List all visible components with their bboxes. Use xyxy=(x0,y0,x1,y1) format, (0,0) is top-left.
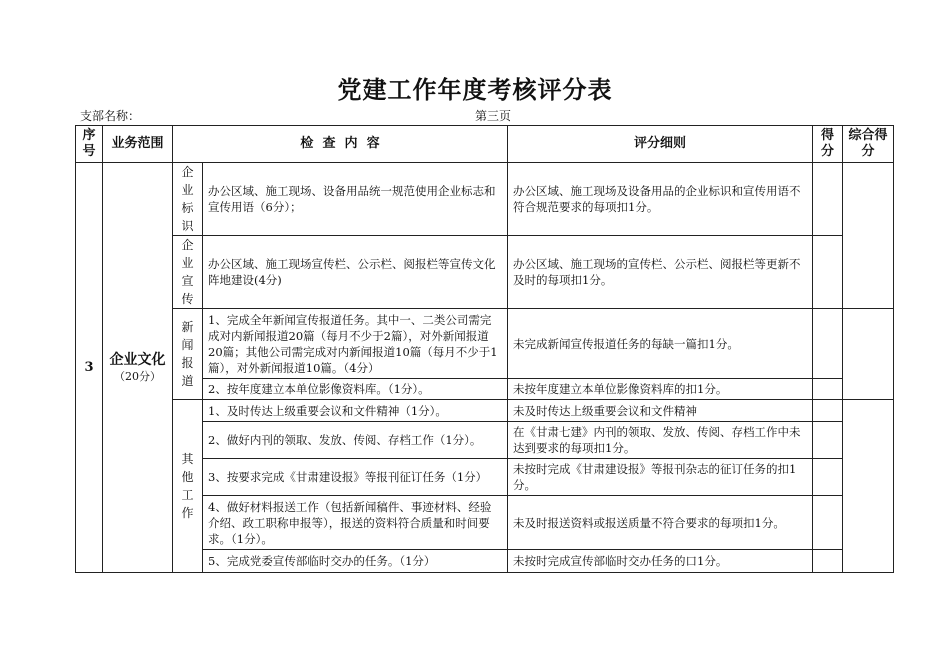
group-label-logo: 企 业 标 识 xyxy=(173,163,203,236)
total-cell[interactable] xyxy=(843,163,894,309)
content-cell: 办公区域、施工现场宣传栏、公示栏、阅报栏等宣传文化阵地建设(4分) xyxy=(203,236,508,309)
content-cell: 1、及时传达上级重要会议和文件精神（1分）。 xyxy=(203,400,508,422)
group-label-news: 新 闻 报 道 xyxy=(173,309,203,400)
score-cell[interactable] xyxy=(813,550,843,573)
branch-name-label: 支部名称： xyxy=(80,109,141,123)
rule-cell: 未及时传达上级重要会议和文件精神 xyxy=(508,400,813,422)
scoring-table xyxy=(75,125,894,573)
table-row xyxy=(76,400,894,422)
page-number-label: 第三页 xyxy=(475,109,512,123)
group-label-other: 其 他 工 作 xyxy=(173,400,203,573)
header-row xyxy=(76,126,894,163)
table-row xyxy=(76,309,894,379)
content-cell: 5、完成党委宣传部临时交办的任务。（1分） xyxy=(203,550,508,573)
header-score: 得分 xyxy=(813,126,843,163)
category-points: （20分） xyxy=(114,369,161,383)
rule-cell: 未按时完成《甘肃建设报》等报刊杂志的征订任务的扣1分。 xyxy=(508,459,813,496)
score-cell[interactable] xyxy=(813,400,843,422)
rule-cell: 未完成新闻宣传报道任务的每缺一篇扣1分。 xyxy=(508,309,813,379)
content-cell: 2、做好内刊的领取、发放、传阅、存档工作（1分）。 xyxy=(203,422,508,459)
header-seq: 序号 xyxy=(76,126,103,163)
rule-cell: 未及时报送资料或报送质量不符合要求的每项扣1分。 xyxy=(508,496,813,550)
table-row xyxy=(76,236,894,309)
rule-cell: 未按年度建立本单位影像资料库的扣1分。 xyxy=(508,379,813,400)
section-seq: 3 xyxy=(76,163,103,573)
table-row xyxy=(76,163,894,236)
content-cell: 办公区域、施工现场、设备用品统一规范使用企业标志和宣传用语（6分）； xyxy=(203,163,508,236)
total-cell[interactable] xyxy=(843,309,894,400)
content-cell: 2、按年度建立本单位影像资料库。（1分）。 xyxy=(203,379,508,400)
content-cell: 1、完成全年新闻宣传报道任务。其中一、二类公司需完成对内新闻报道20篇（每月不少于2篇），对外新闻报道20篇；其他公司需完成对内新闻报道10篇（每月不少于1篇），对外新闻报道10篇。（4分） xyxy=(203,309,508,379)
score-cell[interactable] xyxy=(813,422,843,459)
rule-cell: 办公区域、施工现场的宣传栏、公示栏、阅报栏等更新不及时的每项扣1分。 xyxy=(508,236,813,309)
content-cell: 4、做好材料报送工作（包括新闻稿件、事迹材料、经验介绍、政工职称申报等），报送的资料符合质量和时间要求。（1分）。 xyxy=(203,496,508,550)
score-cell[interactable] xyxy=(813,163,843,236)
header-rules: 评分细则 xyxy=(508,126,813,163)
total-cell[interactable] xyxy=(843,400,894,573)
rule-cell: 未按时完成宣传部临时交办任务的口1分。 xyxy=(508,550,813,573)
header-total: 综合得分 xyxy=(843,126,894,163)
category-name: 企业文化 xyxy=(109,351,166,368)
header-scope: 业务范围 xyxy=(103,126,173,163)
rule-cell: 办公区域、施工现场及设备用品的企业标识和宣传用语不符合规范要求的每项扣1分。 xyxy=(508,163,813,236)
content-cell: 3、按要求完成《甘肃建设报》等报刊征订任务（1分） xyxy=(203,459,508,496)
group-label-publicity: 企 业 宣 传 xyxy=(173,236,203,309)
score-cell[interactable] xyxy=(813,236,843,309)
section-category xyxy=(103,163,173,573)
document-title: 党建工作年度考核评分表 xyxy=(337,75,613,104)
score-cell[interactable] xyxy=(813,379,843,400)
header-content: 检 查 内 容 xyxy=(173,126,508,163)
score-cell[interactable] xyxy=(813,496,843,550)
rule-cell: 在《甘肃七建》内刊的领取、发放、传阅、存档工作中未达到要求的每项扣1分。 xyxy=(508,422,813,459)
score-cell[interactable] xyxy=(813,309,843,379)
score-cell[interactable] xyxy=(813,459,843,496)
